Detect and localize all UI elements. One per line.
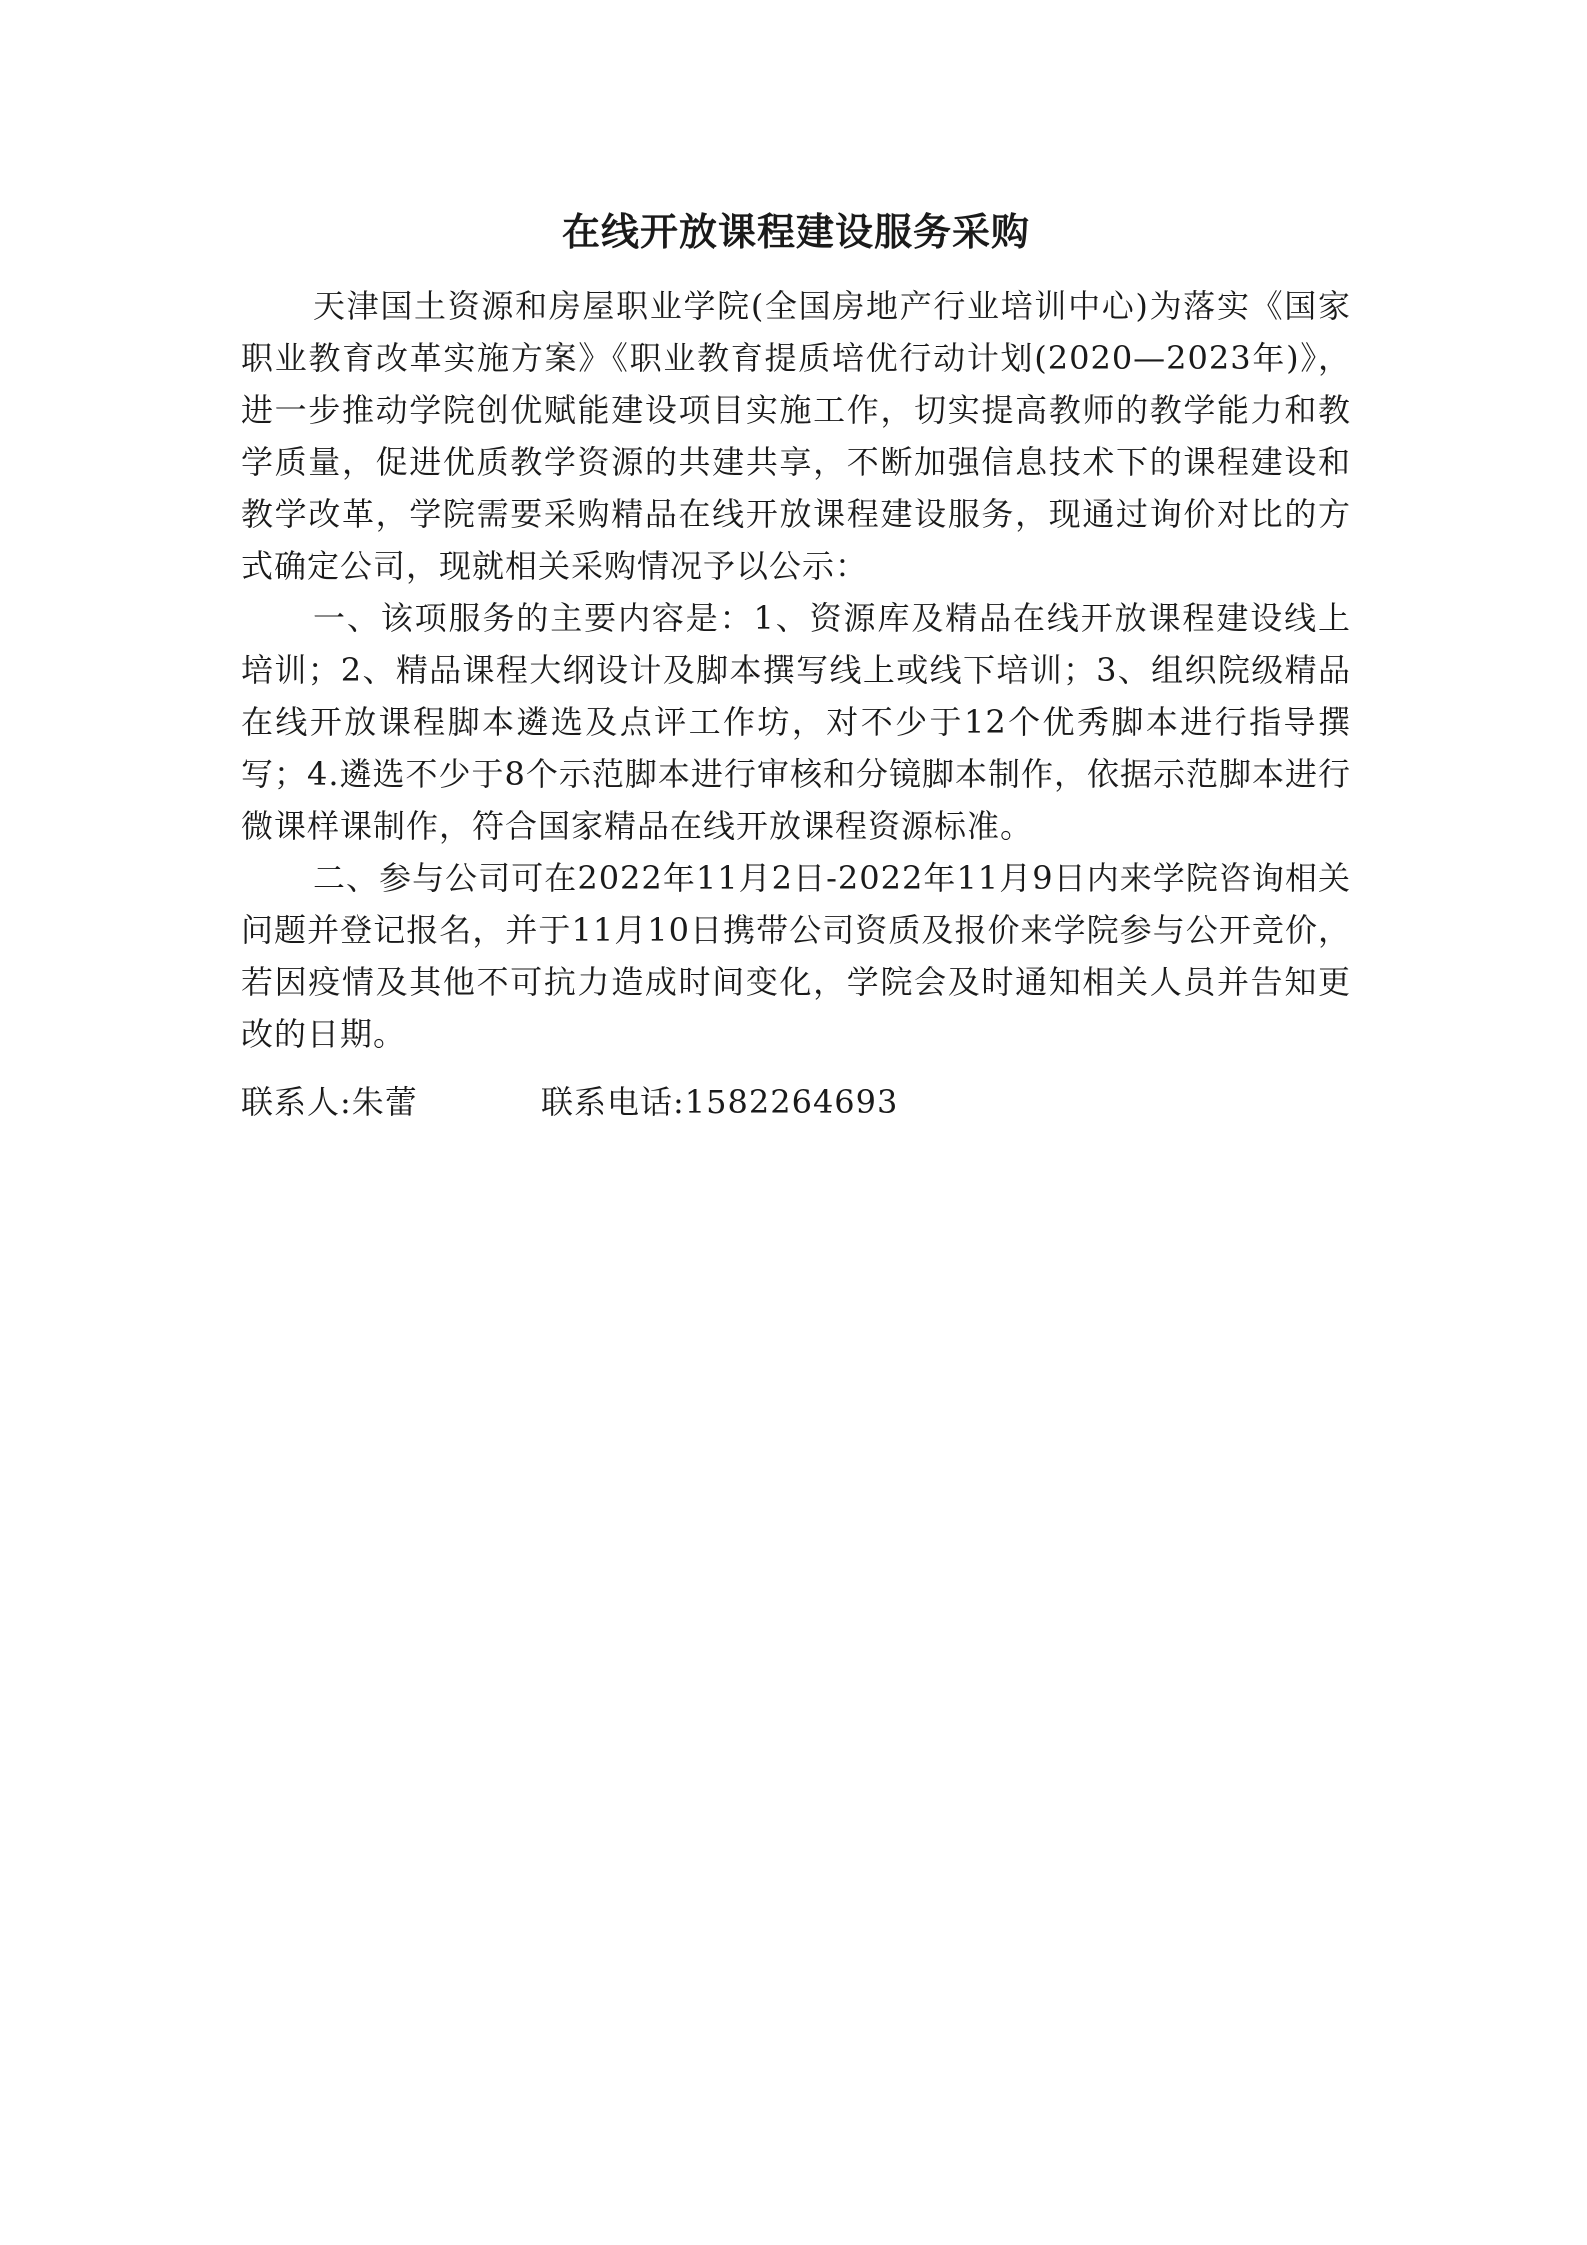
contact-phone: 联系电话:1582264693 (541, 1083, 899, 1121)
paragraph-service-content: 一、该项服务的主要内容是：1、资源库及精品在线开放课程建设线上培训；2、精品课程大纲设计及脚本撰写线上或线下培训；3、组织院级精品在线开放课程脚本遴选及点评工作坊，对不少于12个优秀脚本进行指导撰写；4.遴选不少于8个示范脚本进行审核和分镜脚本制作，依据示范脚本进行微课样课制作，符合国家精品在线开放课程资源标准。 (241, 599, 1351, 845)
paragraph-intro: 天津国土资源和房屋职业学院(全国房地产行业培训中心)为落实《国家职业教育改革实施方案》《职业教育提质培优行动计划(2020—2023年)》，进一步推动学院创优赋能建设项目实施工作，切实提高教师的教学能力和教学质量，促进优质教学资源的共建共享，不断加强信息技术下的课程建设和教学改革，学院需要采购精品在线开放课程建设服务，现通过询价对比的方式确定公司，现就相关采购情况予以公示： (241, 287, 1351, 585)
contact-line (241, 1076, 1351, 1128)
document-body (241, 200, 1351, 1128)
document-title: 在线开放课程建设服务采购 (561, 209, 1030, 254)
contact-person: 联系人:朱蕾 (241, 1083, 418, 1121)
paragraph-registration: 二、参与公司可在2022年11月2日-2022年11月9日内来学院咨询相关问题并登记报名，并于11月10日携带公司资质及报价来学院参与公开竞价，若因疫情及其他不可抗力造成时间变化，学院会及时通知相关人员并告知更改的日期。 (241, 859, 1351, 1053)
